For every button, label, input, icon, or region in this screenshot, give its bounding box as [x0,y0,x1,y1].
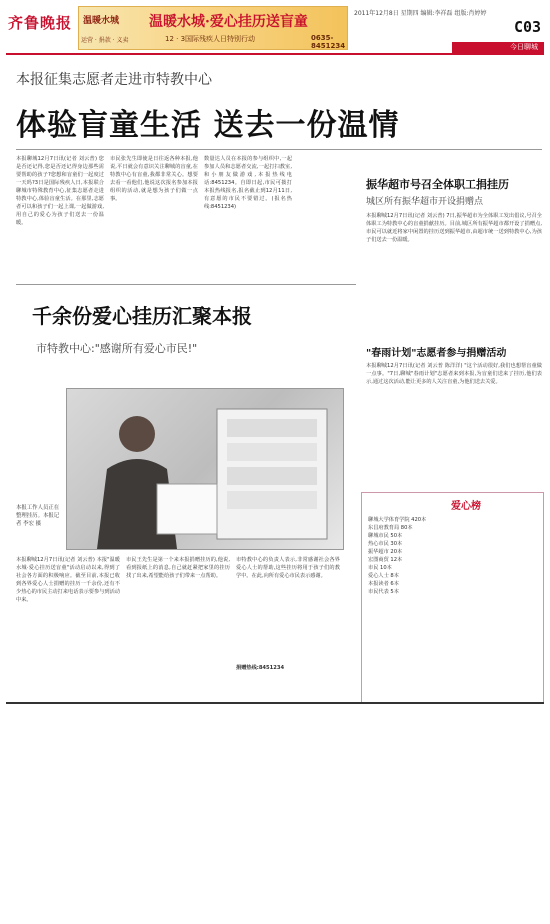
article2-subtitle: 城区所有振华超市开设捐赠点 [366,197,484,207]
newspaper-page [6,4,544,704]
list-item: 振华超市 20本 [368,549,403,555]
article1-col1: 本报聊城12月7日讯(记者 刘云普) 您是否还记得,您是否还记得身边那些需要帮助的孩子?您想和盲童们一起度过一天吗?3日是国际残疾人日,本报联合聊城市特殊教育中心,征集志愿者走进特教中心,体验盲童生活。在那里,志愿者可以和孩子们一起上课,一起做游戏,用自己的爱心为孩子们送去一份温暖。 [16,156,104,226]
list-item: 本报读者 6本 [368,581,399,587]
issue-meta: 2011年12月8日 星期四 编辑:李祥磊 组版:肖婷婷 [354,10,487,17]
banner-subtitle: 12 · 3国际残疾人日特别行动 [165,35,256,43]
article3-photo-caption: 本报工作人员正在整理挂历。本报记者 李宏 摄 [16,505,60,527]
article2-body: 本报聊城12月7日讯(记者 刘云普) 7日,振华超市为全体职工发出倡议,号召全体职工为特教中心的盲童捐献挂历。目前,城区所有振华超市都开设了捐赠点,市民可以就近将家中闲置的挂历送到振华超市,由超市统一送到特教中心,为孩子们送去一份温暖。 [366,213,542,243]
article4-title: "春雨计划"志愿者参与捐赠活动 [366,348,507,359]
article1-headline: 体验盲童生活 送去一份温情 [16,108,400,143]
article3-col2: 市民王先生是第一个来本报捐赠挂历的,他说,看到报纸上的消息,自己就赶紧把家里的挂历找了出来,希望能给孩子们带来一点帮助。 [126,557,230,579]
article4-body: 本报聊城12月7日讯(记者 刘云普 陈洋洋) "这个活动很好,我们也想帮盲童做一点事。"7日,聊城"春雨计划"志愿者来到本报,为盲童们送来了挂历,他们表示,通过这次活动,能让更多的人关注盲童,为他们送去关爱。 [366,363,542,385]
list-item: 市民 10本 [368,565,392,571]
article3-col1: 本报聊城12月7日讯(记者 刘云普) 本报"温暖水城·爱心挂历送盲童"活动启动以来,得到了社会各方面的积极响应。截至目前,本报已收到各界爱心人士捐赠的挂历一千余份,还有不少热心的市民主动打来电话表示要参与到活动中来。 [16,557,120,603]
masthead-divider [6,53,544,55]
list-item: 宏图商贸 12本 [368,557,403,563]
banner-phone: 0635-8451234 [311,34,346,50]
article1-col2: 市民张先生即使是日往返各种本报,他说,平日就会有意识关注聊城的盲童,在特教中心有盲童,我都非常关心。想要去看一看他们,他说这次报名参加本报组织的活动,就是想为孩子们做一点事。 [110,156,198,202]
list-item: 东昌府教育局 80本 [368,525,413,531]
promo-banner [78,6,348,50]
article3-headline: 千余份爱心挂历汇聚本报 [32,304,252,328]
honor-roll-list [368,516,538,596]
list-item: 市民代表 5本 [368,589,399,595]
section-tab: 今日聊城 [452,42,544,53]
article3-subtitle: 市特教中心:"感谢所有爱心市民!" [36,342,198,355]
page-bottom-rule [6,702,544,704]
article3-rule [16,284,356,285]
article3-hotline: 捐赠热线:8451234 [236,665,285,671]
article1-kicker: 本报征集志愿者走进市特教中心 [16,72,212,88]
masthead [6,4,544,51]
article2-title: 振华超市号召全体职工捐挂历 [366,178,509,191]
list-item: 爱心人士 8本 [368,573,399,579]
article1-rule [16,149,542,150]
photo-icon [67,389,343,549]
list-item: 聊城市民 50本 [368,533,403,539]
list-item: 热心市民 30本 [368,541,403,547]
page-number: C03 [514,18,542,36]
banner-gift-text: 运营 · 捐款 · 义卖 [81,37,129,44]
article1-col4 [298,155,352,275]
article1-col3: 数量达人员在本报的参与组织中,一起参加人员和志愿者交流,一起打扫教室,和小朋友做游戏,本报热线电话:8451234。自即日起,市民可拨打本报热线报名,报名截止到12月11日,有意愿的市民不要错过。(报名热线:8451234) [204,156,292,210]
banner-brand: 温暖水城 [83,16,120,26]
banner-title: 温暖水城·爱心挂历送盲童 [149,14,308,30]
list-item: 聊城大学体育学院 420本 [368,517,427,523]
newspaper-logo: 齐鲁晚报 [8,14,73,32]
article3-photo [66,388,344,550]
article3-col3: 市特教中心的负责人表示,非常感谢社会各界爱心人士的帮助,这些挂历将用于孩子们的教学中。在此,向所有爱心市民表示感谢。 [236,557,340,579]
honor-roll-title: 爱心榜 [451,501,481,512]
